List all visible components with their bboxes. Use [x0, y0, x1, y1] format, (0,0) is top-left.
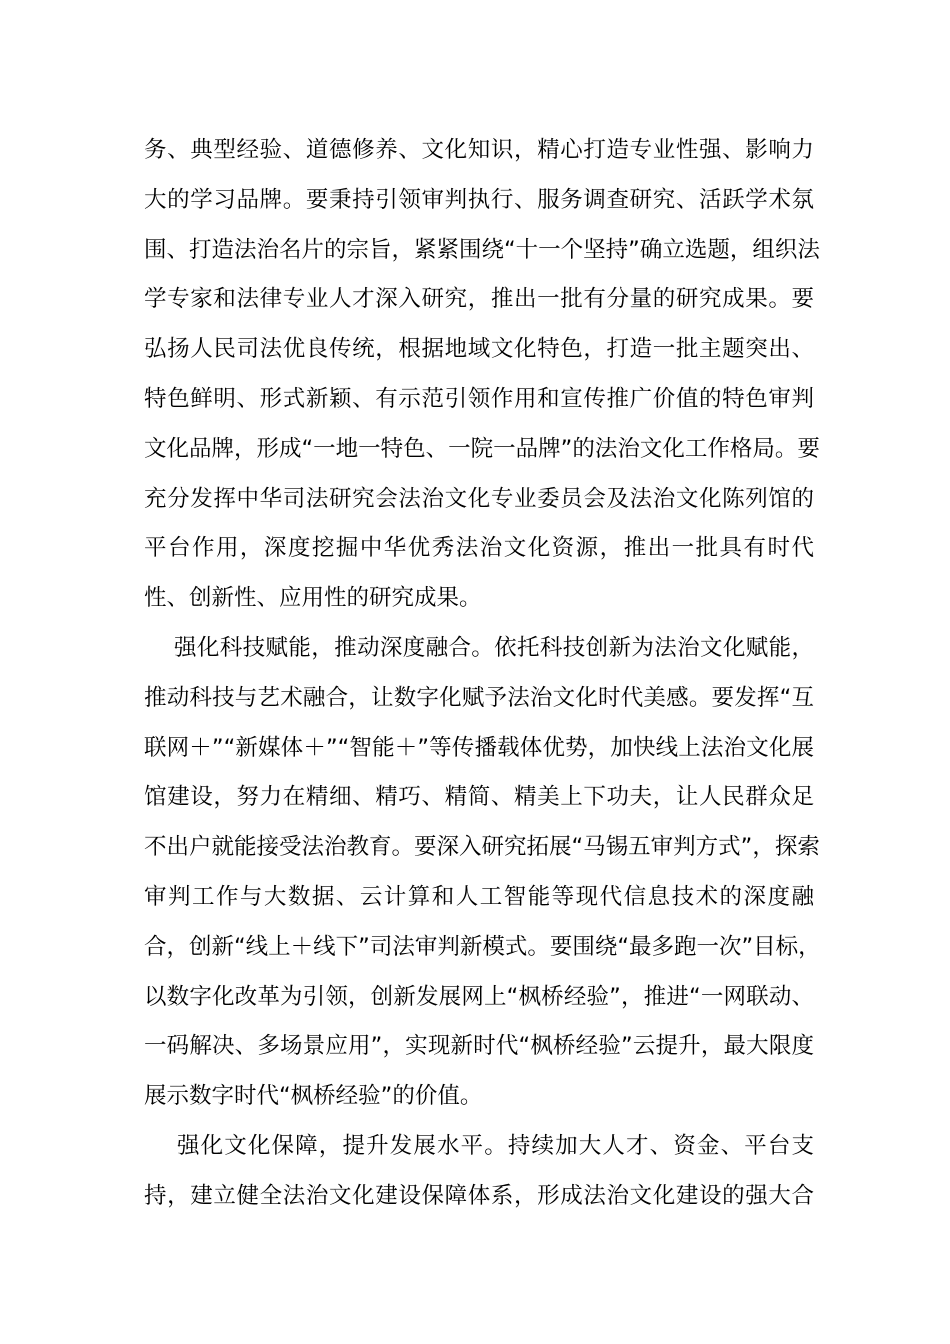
text-line: 以数字化改革为引领，创新发展网上“枫桥经验”，推进“一网联动、 [144, 983, 814, 1010]
text-line: 务、典型经验、道德修养、文化知识，精心打造专业性强、影响力 [144, 137, 814, 163]
text-line: 合，创新“线上＋线下”司法审判新模式。要围绕“最多跑一次”目标， [144, 933, 821, 960]
text-line: 文化品牌，形成“一地一特色、一院一品牌”的法治文化工作格局。要 [144, 435, 820, 462]
text-line: 不出户就能接受法治教育。要深入研究拓展“马锡五审判方式”，探索 [144, 834, 820, 861]
text-line: 联网＋”“新媒体＋”“智能＋”等传播载体优势，加快线上法治文化展 [144, 734, 814, 761]
paragraph-heading-line: 强化文化保障，提升发展水平。持续加大人才、资金、平台支 [177, 1132, 814, 1159]
text-line-paragraph-end: 性、创新性、应用性的研究成果。 [144, 585, 482, 612]
text-line: 馆建设，努力在精细、精巧、精简、精美上下功夫，让人民群众足 [144, 784, 814, 811]
text-line: 弘扬人民司法优良传统，根据地域文化特色，打造一批主题突出、 [144, 336, 814, 363]
text-line: 平台作用，深度挖掘中华优秀法治文化资源，推出一批具有时代 [144, 535, 814, 562]
document-body [144, 126, 821, 1222]
text-line-paragraph-end: 展示数字时代“枫桥经验”的价值。 [144, 1083, 483, 1110]
text-line: 持，建立健全法治文化建设保障体系，形成法治文化建设的强大合 [144, 1182, 814, 1209]
text-line: 围、打造法治名片的宗旨，紧紧围绕“十一个坚持”确立选题，组织法 [144, 236, 820, 263]
text-line: 特色鲜明、形式新颖、有示范引领作用和宣传推广价值的特色审判 [144, 385, 814, 412]
text-line: 一码解决、多场景应用”，实现新时代“枫桥经验”云提升，最大限度 [144, 1033, 814, 1060]
text-line: 学专家和法律专业人才深入研究，推出一批有分量的研究成果。要 [144, 286, 814, 313]
text-line: 推动科技与艺术融合，让数字化赋予法治文化时代美感。要发挥“互 [144, 684, 814, 711]
paragraph-heading-line: 强化科技赋能，推动深度融合。依托科技创新为法治文化赋能， [174, 634, 814, 661]
text-line: 审判工作与大数据、云计算和人工智能等现代信息技术的深度融 [144, 883, 814, 910]
text-line: 充分发挥中华司法研究会法治文化专业委员会及法治文化陈列馆的 [144, 485, 814, 512]
text-line: 大的学习品牌。要秉持引领审判执行、服务调查研究、活跃学术氛 [144, 186, 814, 213]
